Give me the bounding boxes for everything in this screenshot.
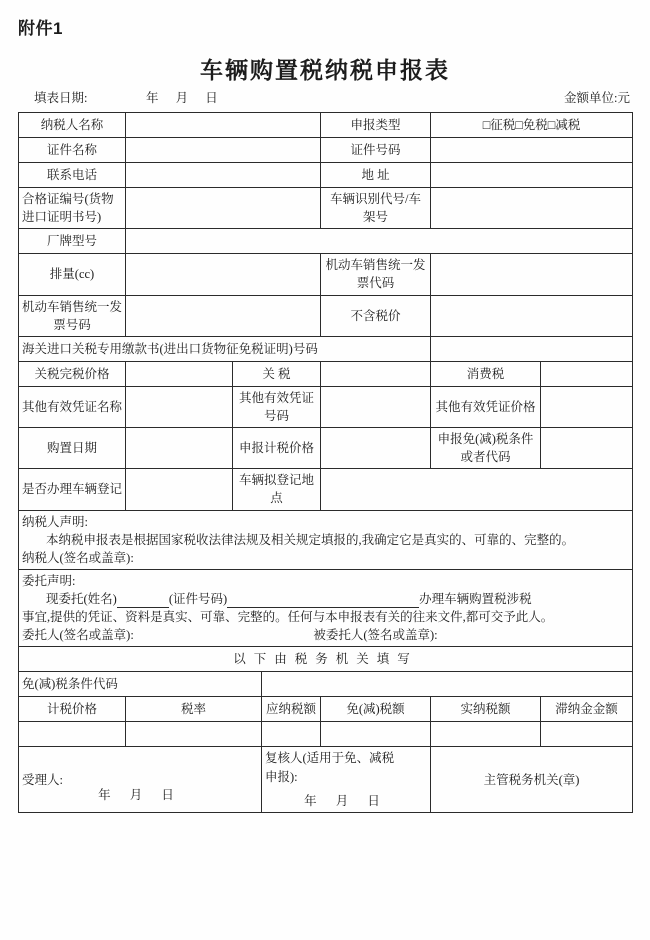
cert-name-value[interactable] — [126, 138, 321, 163]
taxpayer-declaration-body: 本纳税申报表是根据国家税收法律法规及相关规定填报的,我确定它是真实的、可靠的、完整的。 — [46, 532, 575, 547]
entrustee-signature-label[interactable]: 被委托人(签名或盖章): — [313, 628, 438, 643]
invoice-number-value[interactable] — [126, 295, 321, 336]
table-row — [19, 229, 633, 254]
tax-authority-section-row — [19, 647, 633, 672]
cert-name-label: 证件名称 — [19, 138, 126, 163]
entrust-declaration-body-line1 — [22, 590, 629, 608]
authority-seal-cell: 主管税务机关(章) — [431, 747, 633, 812]
declared-taxable-price-label: 申报计税价格 — [233, 428, 321, 469]
fill-date-label: 填表日期: — [34, 91, 88, 105]
reviewer-label-line2: 申报): — [265, 769, 298, 784]
invoice-code-label: 机动车销售统一发票代码 — [321, 254, 431, 295]
vehicle-registration-value[interactable] — [126, 469, 233, 510]
taxpayer-declaration-row — [19, 510, 633, 569]
other-cert-price-label: 其他有效凭证价格 — [431, 386, 541, 427]
exemption-condition-code-label: 申报免(减)税条件或者代码 — [431, 428, 541, 469]
tax-authority-data-row — [19, 722, 633, 747]
purchase-date-value[interactable] — [126, 428, 233, 469]
acceptor-date: 年 月 日 — [98, 787, 182, 802]
entrust-cert-prompt: (证件号码) — [168, 592, 228, 606]
reviewer-cell[interactable] — [262, 747, 431, 812]
vin-value[interactable] — [431, 188, 633, 229]
tax-authority-section-heading: 以下由税务机关填写 — [19, 647, 633, 672]
displacement-label: 排量(cc) — [19, 254, 126, 295]
table-row — [19, 295, 633, 336]
address-label: 地 址 — [321, 163, 431, 188]
cell-tax-rate[interactable] — [126, 722, 262, 747]
brand-model-label: 厂牌型号 — [19, 229, 126, 254]
address-value[interactable] — [431, 163, 633, 188]
entrust-name-blank[interactable] — [117, 595, 169, 608]
customs-duty-value[interactable] — [321, 361, 431, 386]
taxpayer-name-value[interactable] — [126, 113, 321, 138]
table-row — [19, 138, 633, 163]
table-row — [19, 672, 633, 697]
table-row — [19, 254, 633, 295]
entrust-declaration-block — [19, 569, 633, 647]
tax-authority-signature-row — [19, 747, 633, 812]
entrust-declaration-body-line2: 事宜,提供的凭证、资料是真实、可靠、完整的。任何与本申报表有关的往来文件,都可交予此人。 — [22, 610, 554, 625]
entrust-signature-row — [22, 626, 629, 644]
declaration-type-label: 申报类型 — [321, 113, 431, 138]
column-header-tax-payable: 应纳税额 — [262, 697, 321, 722]
entrust-purpose-text: 办理车辆购置税涉税 — [419, 592, 532, 606]
declared-taxable-price-value[interactable] — [321, 428, 431, 469]
consumption-tax-label: 消费税 — [431, 361, 541, 386]
form-meta-row — [18, 88, 632, 108]
cell-tax-paid[interactable] — [431, 722, 541, 747]
table-row — [19, 188, 633, 229]
tax-authority-header-row — [19, 697, 633, 722]
column-header-tax-exempted: 免(减)税额 — [321, 697, 431, 722]
consumption-tax-value[interactable] — [541, 361, 633, 386]
certificate-no-label: 合格证编号(货物进口证明书号) — [19, 188, 126, 229]
table-row — [19, 386, 633, 427]
column-header-taxable-price: 计税价格 — [19, 697, 126, 722]
declaration-table — [18, 112, 633, 813]
exemption-code-value[interactable] — [262, 672, 633, 697]
column-header-late-fee: 滞纳金金额 — [541, 697, 633, 722]
entrust-name-prompt: 现委托(姓名) — [46, 592, 117, 606]
page-title: 车辆购置税纳税申报表 — [200, 58, 450, 83]
vin-label: 车辆识别代号/车架号 — [321, 188, 431, 229]
cell-taxable-price[interactable] — [19, 722, 126, 747]
customs-dutiable-value-label: 关税完税价格 — [19, 361, 126, 386]
other-cert-name-label: 其他有效凭证名称 — [19, 386, 126, 427]
other-cert-number-label: 其他有效凭证号码 — [233, 386, 321, 427]
other-cert-price-value[interactable] — [541, 386, 633, 427]
customs-payment-no-label: 海关进口关税专用缴款书(进出口货物征免税证明)号码 — [19, 336, 431, 361]
vehicle-registration-label: 是否办理车辆登记 — [19, 469, 126, 510]
invoice-number-label: 机动车销售统一发票号码 — [19, 295, 126, 336]
exemption-condition-code-value[interactable] — [541, 428, 633, 469]
cell-late-fee[interactable] — [541, 722, 633, 747]
taxpayer-declaration-heading: 纳税人声明: — [22, 514, 88, 529]
cell-tax-exempted[interactable] — [321, 722, 431, 747]
certificate-no-value[interactable] — [126, 188, 321, 229]
taxpayer-signature-label[interactable]: 纳税人(签名或盖章): — [22, 550, 134, 565]
phone-value[interactable] — [126, 163, 321, 188]
other-cert-name-value[interactable] — [126, 386, 233, 427]
phone-label: 联系电话 — [19, 163, 126, 188]
cert-number-value[interactable] — [431, 138, 633, 163]
acceptor-cell[interactable] — [19, 747, 262, 812]
entrust-cert-blank[interactable] — [227, 595, 419, 608]
acceptor-label: 受理人: — [22, 772, 63, 787]
registration-place-label: 车辆拟登记地点 — [233, 469, 321, 510]
cell-tax-payable[interactable] — [262, 722, 321, 747]
taxpayer-declaration-block — [19, 510, 633, 569]
price-excl-tax-label: 不含税价 — [321, 295, 431, 336]
table-row — [19, 163, 633, 188]
attachment-label: 附件1 — [18, 19, 63, 38]
purchase-date-label: 购置日期 — [19, 428, 126, 469]
customs-dutiable-value-input[interactable] — [126, 361, 233, 386]
table-row — [19, 428, 633, 469]
other-cert-number-value[interactable] — [321, 386, 431, 427]
cert-number-label: 证件号码 — [321, 138, 431, 163]
table-row — [19, 336, 633, 361]
taxpayer-name-label: 纳税人名称 — [19, 113, 126, 138]
brand-model-value[interactable] — [126, 229, 633, 254]
declaration-type-options[interactable]: □征税□免税□减税 — [431, 113, 633, 138]
customs-duty-label: 关 税 — [233, 361, 321, 386]
registration-place-value[interactable] — [321, 469, 633, 510]
invoice-code-value[interactable] — [431, 254, 633, 295]
price-excl-tax-value[interactable] — [431, 295, 633, 336]
column-header-tax-paid: 实纳税额 — [431, 697, 541, 722]
fill-date-value: 年 月 日 — [146, 91, 225, 105]
entruster-signature-label[interactable]: 委托人(签名或盖章): — [22, 628, 134, 643]
reviewer-label-line1: 复核人(适用于免、减税 — [265, 751, 395, 766]
column-header-tax-rate: 税率 — [126, 697, 262, 722]
amount-unit-label: 金额单位:元 — [564, 91, 630, 105]
customs-payment-no-value[interactable] — [431, 336, 633, 361]
table-row — [19, 469, 633, 510]
table-row — [19, 113, 633, 138]
entrust-declaration-heading: 委托声明: — [22, 573, 76, 588]
exemption-code-label: 免(减)税条件代码 — [19, 672, 262, 697]
reviewer-date: 年 月 日 — [304, 793, 388, 808]
displacement-value[interactable] — [126, 254, 321, 295]
entrust-declaration-row — [19, 569, 633, 647]
table-row — [19, 361, 633, 386]
